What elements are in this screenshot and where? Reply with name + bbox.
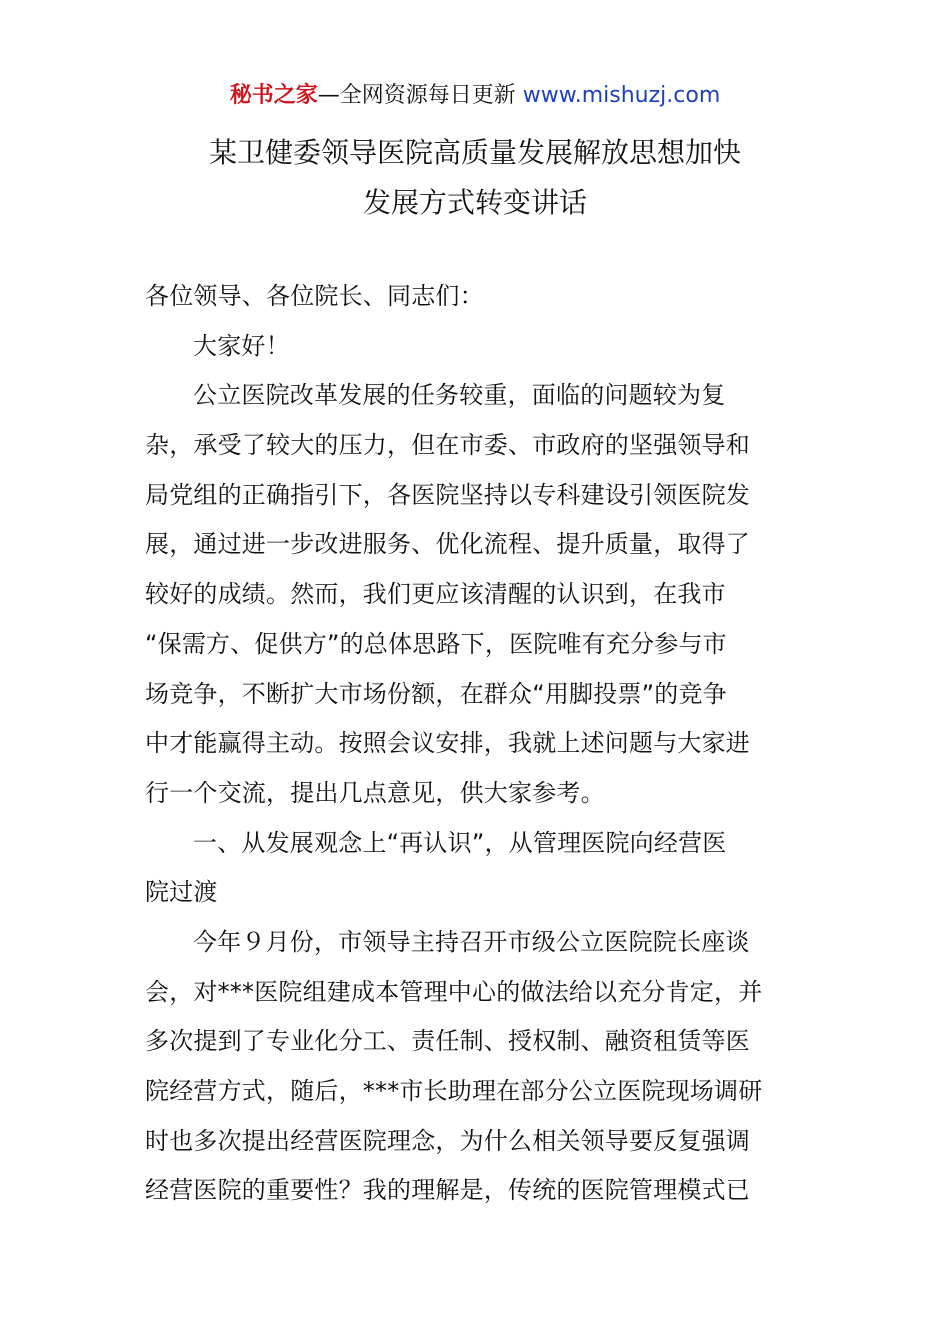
body-line: 展，通过进一步改进服务、优化流程、提升质量，取得了: [145, 530, 750, 559]
greeting: 大家好！: [193, 331, 290, 360]
body-line: “保需方、促供方”的总体思路下，医院唯有充分参与市: [145, 629, 727, 658]
body-line: 时也多次提出经营医院理念，为什么相关领导要反复强调: [145, 1126, 750, 1155]
body-line: 公立医院改革发展的任务较重，面临的问题较为复: [193, 381, 726, 410]
body-line: 多次提到了专业化分工、责任制、授权制、融资租赁等医: [145, 1027, 750, 1056]
body-line: 中才能赢得主动。按照会议安排，我就上述问题与大家进: [145, 729, 750, 758]
section-heading: 一、从发展观念上“再认识”，从管理医院向经营医: [193, 828, 727, 857]
site-brand: 秘书之家: [229, 83, 318, 108]
salutation: 各位领导、各位院长、同志们：: [145, 282, 484, 310]
site-url-link[interactable]: www.mishuzj.com: [522, 83, 721, 108]
body-line: 场竞争，不断扩大市场份额，在群众“用脚投票”的竞争: [145, 679, 727, 708]
site-header: [0, 80, 950, 112]
document-title: [0, 128, 950, 228]
title-line-1: 某卫健委领导医院高质量发展解放思想加快: [208, 136, 741, 169]
body-line: 今年９月份，市领导主持召开市级公立医院院长座谈: [193, 927, 750, 956]
section-heading-continued: 院过渡: [145, 878, 218, 907]
body-line: 院经营方式，随后，***市长助理在部分公立医院现场调研: [145, 1077, 763, 1105]
body-line: 杂，承受了较大的压力，但在市委、市政府的坚强领导和: [145, 431, 750, 460]
title-line-2: 发展方式转变讲话: [362, 186, 587, 219]
document-body: [145, 272, 810, 1216]
body-line: 行一个交流，提出几点意见，供大家参考。: [145, 778, 605, 807]
body-line: 局党组的正确指引下，各医院坚持以专科建设引领医院发: [145, 480, 750, 509]
body-line: 经营医院的重要性？我的理解是，传统的医院管理模式已: [145, 1176, 750, 1205]
site-tagline: —全网资源每日更新: [317, 83, 523, 108]
body-line: 会，对***医院组建成本管理中心的做法给以充分肯定，并: [145, 977, 763, 1006]
body-line: 较好的成绩。然而，我们更应该清醒的认识到，在我市: [145, 580, 726, 609]
